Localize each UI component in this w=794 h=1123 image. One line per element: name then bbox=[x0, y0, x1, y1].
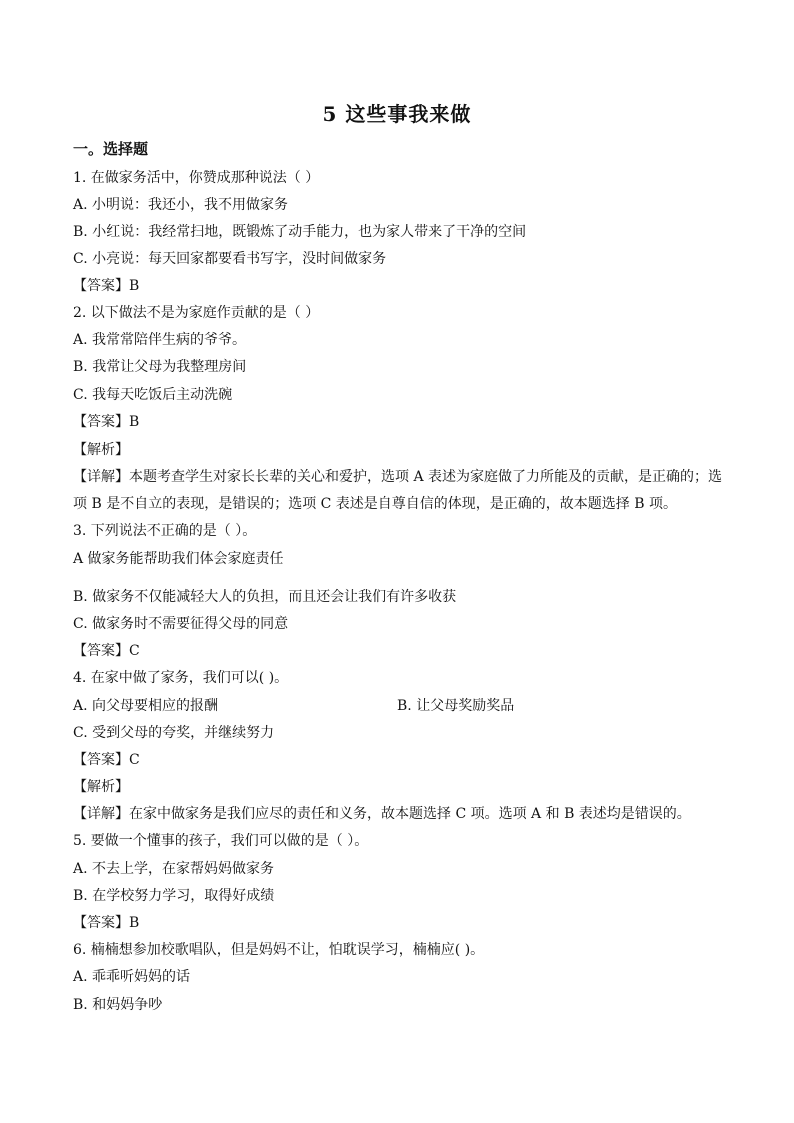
question-5-option-a: A. 不去上学，在家帮妈妈做家务 bbox=[73, 861, 275, 877]
section-title: 一。选择题 bbox=[73, 140, 149, 158]
question-5-stem: 5. 要做一个懂事的孩子，我们可以做的是（ ）。 bbox=[73, 833, 369, 849]
question-2-analysis: 【解析】 bbox=[73, 442, 129, 458]
question-6-stem: 6. 楠楠想参加校歌唱队，但是妈妈不让，怕耽误学习，楠楠应( )。 bbox=[73, 942, 485, 958]
question-1-stem: 1. 在做家务活中，你赞成那种说法（ ） bbox=[73, 170, 320, 186]
question-3-option-c: C. 做家务时不需要征得父母的同意 bbox=[73, 616, 289, 632]
question-3-answer: 【答案】C bbox=[73, 643, 140, 659]
question-2-detail-line-1: 【详解】本题考查学生对家长长辈的关心和爱护，选项 A 表述为家庭做了力所能及的贡献，是正确的；选 bbox=[73, 469, 723, 485]
question-3-option-b: B. 做家务不仅能减轻大人的负担，而且还会让我们有许多收获 bbox=[73, 589, 457, 605]
question-4-option-a: A. 向父母要相应的报酬 bbox=[73, 698, 219, 714]
question-1-option-c: C. 小亮说：每天回家都要看书写字，没时间做家务 bbox=[73, 251, 387, 267]
question-2-option-a: A. 我常常陪伴生病的爷爷。 bbox=[73, 332, 247, 348]
page-title: 5 这些事我来做 bbox=[322, 102, 472, 126]
question-1-answer: 【答案】B bbox=[73, 278, 140, 294]
question-2-answer: 【答案】B bbox=[73, 414, 140, 430]
question-2-option-c: C. 我每天吃饭后主动洗碗 bbox=[73, 387, 233, 403]
question-4-detail: 【详解】在家中做家务是我们应尽的责任和义务，故本题选择 C 项。选项 A 和 B 表述均是错误的。 bbox=[73, 806, 691, 822]
question-2-stem: 2. 以下做法不是为家庭作贡献的是（ ） bbox=[73, 305, 320, 321]
question-6-option-b: B. 和妈妈争吵 bbox=[73, 997, 163, 1013]
question-6-option-a: A. 乖乖听妈妈的话 bbox=[73, 969, 191, 985]
question-4-analysis: 【解析】 bbox=[73, 779, 129, 795]
question-2-option-b: B. 我常让父母为我整理房间 bbox=[73, 359, 247, 375]
question-3-stem: 3. 下列说法不正确的是（ ）。 bbox=[73, 523, 257, 539]
question-1-option-b: B. 小红说：我经常扫地，既锻炼了动手能力，也为家人带来了干净的空间 bbox=[73, 224, 527, 240]
question-2-detail-line-2: 项 B 是不自立的表现，是错误的；选项 C 表述是自尊自信的体现，是正确的，故本题选择 B 项。 bbox=[73, 496, 677, 512]
question-4-stem: 4. 在家中做了家务，我们可以( )。 bbox=[73, 670, 289, 686]
question-5-option-b: B. 在学校努力学习，取得好成绩 bbox=[73, 888, 275, 904]
question-1-option-a: A. 小明说：我还小，我不用做家务 bbox=[73, 197, 289, 213]
question-4-answer: 【答案】C bbox=[73, 752, 140, 768]
question-4-option-c: C. 受到父母的夸奖，并继续努力 bbox=[73, 725, 275, 741]
question-3-option-a: A 做家务能帮助我们体会家庭责任 bbox=[73, 551, 284, 567]
question-5-answer: 【答案】B bbox=[73, 915, 140, 931]
question-4-option-b: B. 让父母奖励奖品 bbox=[397, 698, 515, 714]
